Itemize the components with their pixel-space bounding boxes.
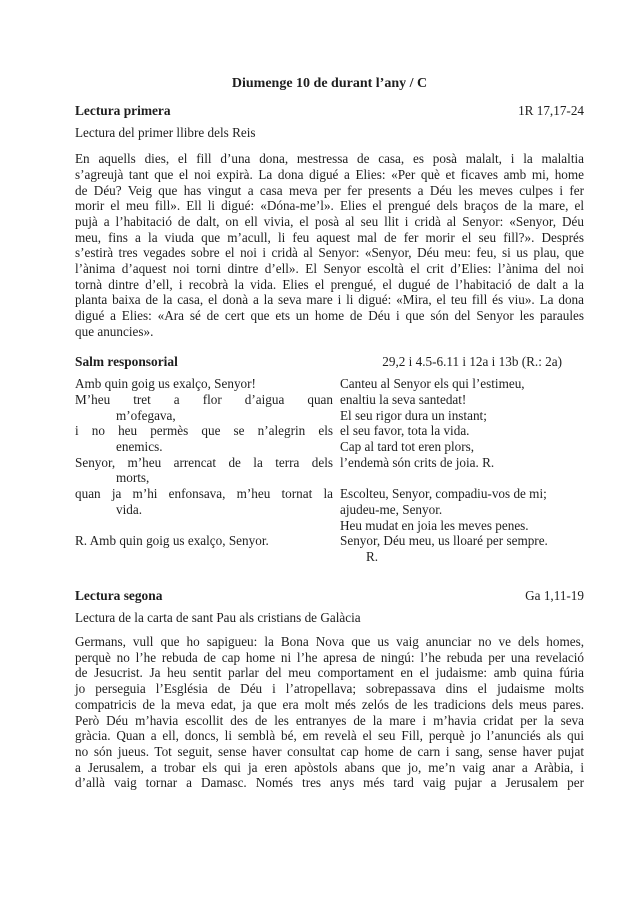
- document-content: [75, 76, 584, 791]
- psalm-line: enemics.: [116, 439, 163, 455]
- text-line: s’agreujà tant que el noi expirà. La dona digué a Elies: «Per què et ficaves amb mi, home: [75, 166, 584, 182]
- text-line: morir el meu fill». Ell li digué: «Dóna-me’l». Elies el prengué dels braços de la mare, el: [75, 198, 584, 214]
- psalm-line: m’ofegava,: [116, 407, 176, 423]
- text-line: de Jesucrist. Ja heu sentit parlar del meu comportament en el judaisme: amb quina fúria: [75, 665, 584, 681]
- psalm-reference: 29,2 i 4.5-6.11 i 12a i 13b (R.: 2a): [382, 353, 562, 369]
- psalm-response-line: R.: [366, 548, 379, 564]
- text-line: Germans, vull que ho sapigueu: la Bona Nova que us vaig anunciar no ve dels homes,: [75, 634, 584, 650]
- text-line: l’ànima d’aquest noi torni dintre d’ell». El Senyor escoltà el crit d’Elies: l’ànima del noi: [75, 261, 584, 277]
- text-line: gràcia. Quan a ell, doncs, li semblà bé, em revelà el seu Fill, perquè jo l’anunciés als qui: [75, 728, 584, 744]
- text-line: Però Déu m’havia escollit des de les entranyes de la mare i m’havia cridat per la seva: [75, 712, 584, 728]
- first-reading-source: Lectura del primer llibre dels Reis: [75, 125, 256, 141]
- psalm-line: el seu favor, tota la vida.: [340, 423, 470, 439]
- blank-line: [340, 470, 584, 486]
- text-line: pujà a l’habitació de dalt, on ell vivia, el posà al seu llit i cridà al Senyor: «Senyor, Déu: [75, 213, 584, 229]
- text-line: planta baixa de la casa, el donà a la seva mare i li digué: «Mira, el teu fill és viu». La dona: [75, 292, 584, 308]
- psalm-header: [75, 354, 584, 370]
- psalm-line: Amb quin goig us exalço, Senyor!: [75, 376, 256, 392]
- text-line: perquè no l’he rebuda de cap home ni l’he apresa de ningú: l’he rebuda per una revelació: [75, 649, 584, 665]
- psalm-response-line: R. Amb quin goig us exalço, Senyor.: [75, 533, 269, 549]
- second-reading-reference: Ga 1,11-19: [525, 587, 584, 603]
- first-reading-heading: Lectura primera: [75, 102, 171, 118]
- text-line: que anuncies».: [75, 323, 154, 339]
- second-reading-header: [75, 588, 584, 604]
- psalm-line: quan ja m’hi enfonsava, m’heu tornat la: [75, 486, 333, 502]
- text-line: s’estirà tres vegades sobre el noi i cridà al Senyor: «Senyor, Déu meu: feu, si us plau, que: [75, 245, 584, 261]
- psalm-line: M’heu tret a flor d’aigua quan: [75, 391, 333, 407]
- blank-line: [75, 518, 333, 534]
- text-line: a Jerusalem, a trobar els qui ja eren apòstols abans que jo, me’n vaig anar a Aràbia, i: [75, 759, 584, 775]
- psalm-columns: [75, 376, 584, 564]
- text-line: meu, fins a la viuda que m’acull, li feu aquest mal de fer morir el seu fill?». Després: [75, 229, 584, 245]
- psalm-line: Senyor, Déu meu, us lloaré per sempre.: [340, 533, 548, 549]
- psalm-heading: Salm responsorial: [75, 353, 178, 369]
- psalm-line: enaltiu la seva santedat!: [340, 391, 467, 407]
- page-title: Diumenge 10 de durant l’any / C: [231, 76, 428, 91]
- psalm-line: morts,: [116, 470, 150, 486]
- second-reading-source: Lectura de la carta de sant Pau als cristians de Galàcia: [75, 610, 361, 626]
- text-line: no són jueus. Tot seguit, sense haver consultat cap home de carn i sang, sense haver pujat: [75, 744, 584, 759]
- second-reading-heading: Lectura segona: [75, 587, 163, 603]
- first-reading-reference: 1R 17,17-24: [518, 102, 584, 118]
- text-line: jo perseguia l’Església de Déu i l’atropellava; sobrepassava dins el judaisme molts: [75, 681, 584, 697]
- psalm-right-column: [340, 376, 584, 564]
- second-reading-text: [75, 634, 584, 791]
- text-line: compatricis de la meva edat, ja que era molt més zelós de les tradicions dels meus pares.: [75, 696, 584, 712]
- psalm-line: ajudeu-me, Senyor.: [340, 501, 443, 517]
- psalm-line: Senyor, m’heu arrencat de la terra dels: [75, 454, 333, 470]
- text-line: digué a Elies: «Ara sé de cert que ets un home de Déu i que són del Senyor les paraules: [75, 308, 584, 324]
- text-line: tornà dintre d’ell, i recobrà la vida. Elies el prengué, el dugué de l’habitació de dalt a la: [75, 276, 584, 292]
- text-line: d’allà vaig tornar a Damasc. Només tres anys més tard vaig pujar a Jerusalem per: [75, 775, 584, 791]
- psalm-line: Cap al tard tot eren plors,: [340, 439, 475, 455]
- psalm-line: l’endemà són crits de joia. R.: [340, 454, 495, 470]
- psalm-line: i no heu permès que se n’alegrin els: [75, 423, 333, 439]
- psalm-left-column: [75, 376, 333, 564]
- psalm-line: El seu rigor dura un instant;: [340, 407, 487, 423]
- first-reading-text: [75, 151, 584, 339]
- psalm-line: Heu mudat en joia les meves penes.: [340, 517, 529, 533]
- psalm-line: vida.: [116, 501, 143, 517]
- first-reading-header: [75, 103, 584, 119]
- text-line: de Déu? Veig que has vingut a casa meva per fer presents a Déu les meves culpes i fer: [75, 182, 584, 198]
- psalm-line: Escolteu, Senyor, compadiu-vos de mi;: [340, 486, 547, 502]
- psalm-line: Canteu al Senyor els qui l’estimeu,: [340, 376, 525, 392]
- text-line: En aquells dies, el fill d’una dona, mestressa de casa, es posà malalt, i la malaltia: [75, 151, 584, 167]
